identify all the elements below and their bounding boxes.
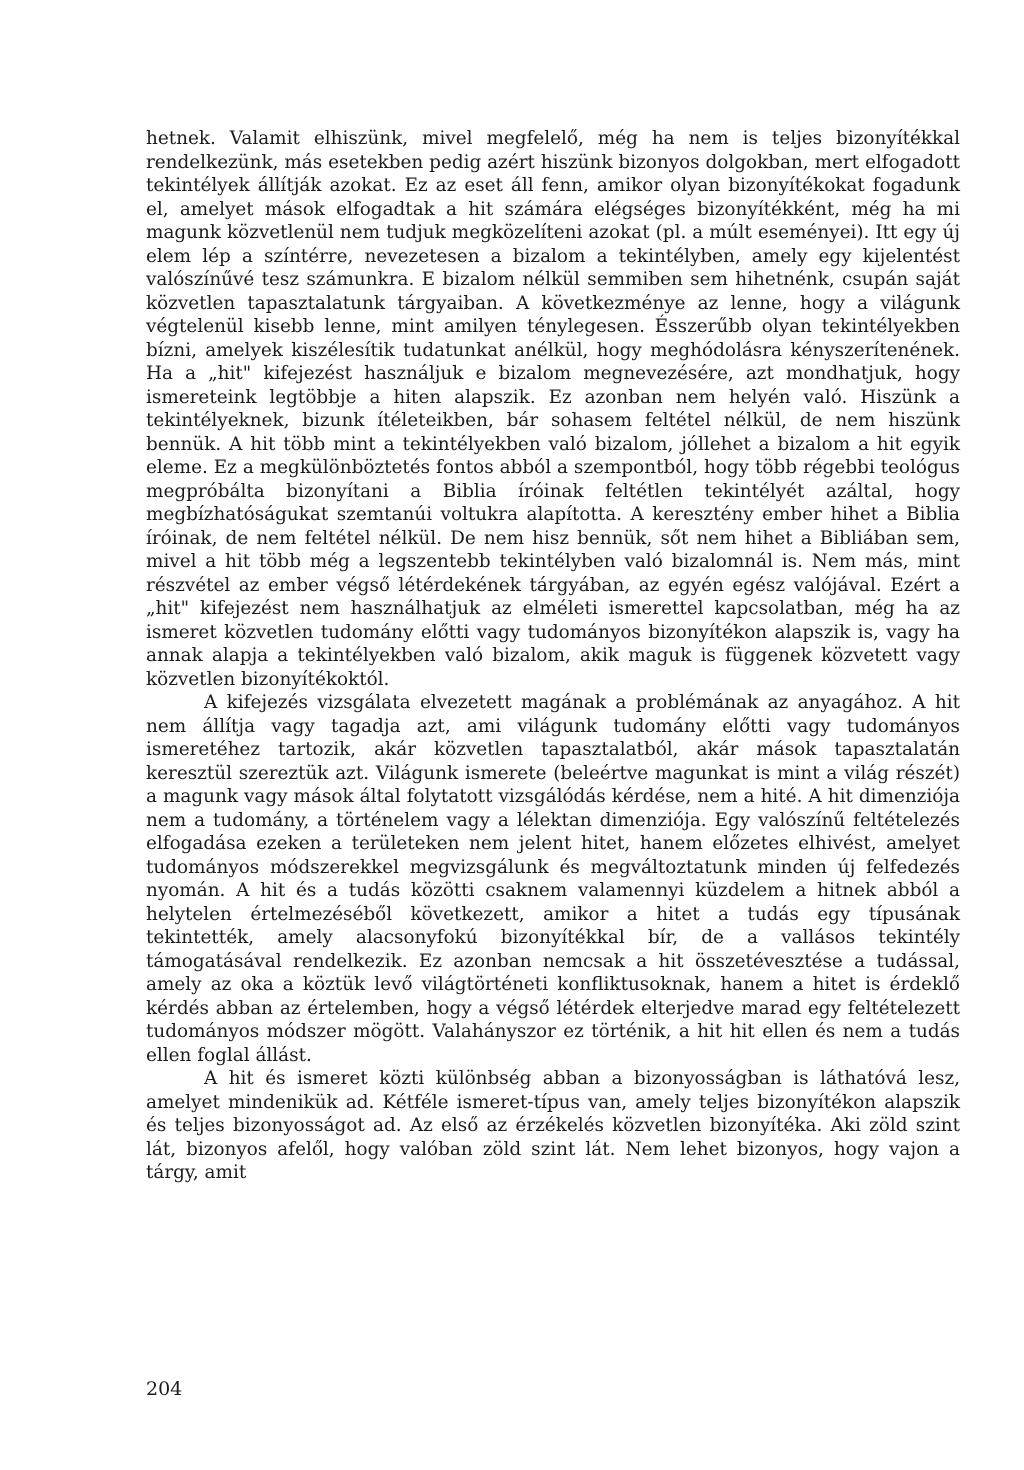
body-text [146,127,960,1185]
paragraph-1: hetnek. Valamit elhiszünk, mivel megfelelő, még ha nem is teljes bizonyítékkal rendelkezünk, más esetekben pedig azért hiszünk bizonyos dolgokban, mert elfogadott tekintélyek állítják azokat. Ez az eset áll fenn, amikor olyan bizonyítékokat fogadunk el, amelyet mások elfogadtak a hit számára elégséges bizonyítékként, még ha mi magunk közvetlenül nem tudjuk megközelíteni azokat (pl. a múlt eseményei). Itt egy új elem lép a színtérre, nevezetesen a bizalom a tekintélyben, amely egy kijelentést valószínűvé tesz számunkra. E bizalom nélkül semmiben sem hihetnénk, csupán saját közvetlen tapasztalatunk tárgyaiban. A következménye az lenne, hogy a világunk végtelenül kisebb lenne, mint amilyen ténylegesen. Ésszerűbb olyan tekintélyekben bízni, amelyek kiszélesítik tudatunkat anélkül, hogy meghódolásra kényszerítenének. Ha a „hit" kifejezést használjuk e bizalom megnevezésére, azt mondhatjuk, hogy ismereteink legtöbbje a hiten alapszik. Ez azonban nem helyén való. Hiszünk a tekintélyeknek, bizunk ítéleteikben, bár sohasem feltétel nélkül, de nem hiszünk bennük. A hit több mint a tekintélyekben való bizalom, jóllehet a bizalom a hit egyik eleme. Ez a megkülönböztetés fontos abból a szempontból, hogy több régebbi teológus megpróbálta bizonyítani a Biblia íróinak feltétlen tekintélyét azáltal, hogy megbízhatóságukat szemtanúi voltukra alapította. A keresztény ember hihet a Biblia íróinak, de nem feltétel nélkül. De nem hisz bennük, sőt nem hihet a Bibliában sem, mivel a hit több még a legszentebb tekintélyben való bizalomnál is. Nem más, mint részvétel az ember végső létérdekének tárgyában, az egyén egész valójával. Ezért a „hit" kifejezést nem használhatjuk az elméleti ismerettel kapcsolatban, még ha az ismeret közvetlen tudomány előtti vagy tudományos bizonyítékon alapszik is, vagy ha annak alapja a tekintélyekben való bizalom, akik maguk is függenek közvetett vagy közvetlen bizonyítékoktól. [146,128,960,690]
paragraph-3: A hit és ismeret közti különbség abban a bizonyosságban is láthatóvá lesz, amelyet mindenikük ad. Kétféle ismeret-típus van, amely teljes bizonyítékon alapszik és teljes bizonyosságot ad. Az első az érzékelés közvetlen bizonyítéka. Aki zöld szint lát, bizonyos afelől, hogy valóban zöld szint lát. Nem lehet bizonyos, hogy vajon a tárgy, amit [146,1068,960,1183]
page-number: 204 [146,1378,183,1400]
paragraph-2: A kifejezés vizsgálata elvezetett magának a problémának az anyagához. A hit nem állítja vagy tagadja azt, ami világunk tudomány előtti vagy tudományos ismeretéhez tartozik, akár közvetlen tapasztalatból, akár mások tapasztalatán keresztül szereztük azt. Világunk ismerete (beleértve magunkat is mint a világ részét) a magunk vagy mások által folytatott vizsgálódás kérdése, nem a hité. A hit dimenziója nem a tudomány, a történelem vagy a lélektan dimenziója. Egy valószínű feltételezés elfogadása ezeken a területeken nem jelent hitet, hanem előzetes elhivést, amelyet tudományos módszerekkel megvizsgálunk és megváltoztatunk minden új felfedezés nyomán. A hit és a tudás közötti csaknem valamennyi küzdelem a hitnek abból a helytelen értelmezéséből következett, amikor a hitet a tudás egy típusának tekintették, amely alacsonyfokú bizonyítékkal bír, de a vallásos tekintély támogatásával rendelkezik. Ez azonban nemcsak a hit összetévesztése a tudással, amely az oka a köztük levő világtörténeti konfliktusoknak, hanem a hitet is érdeklő kérdés abban az értelemben, hogy a végső létérdek elterjedve marad egy feltételezett tudományos módszer mögött. Valahányszor ez történik, a hit hit ellen és nem a tudás ellen foglal állást. [146,692,960,1066]
